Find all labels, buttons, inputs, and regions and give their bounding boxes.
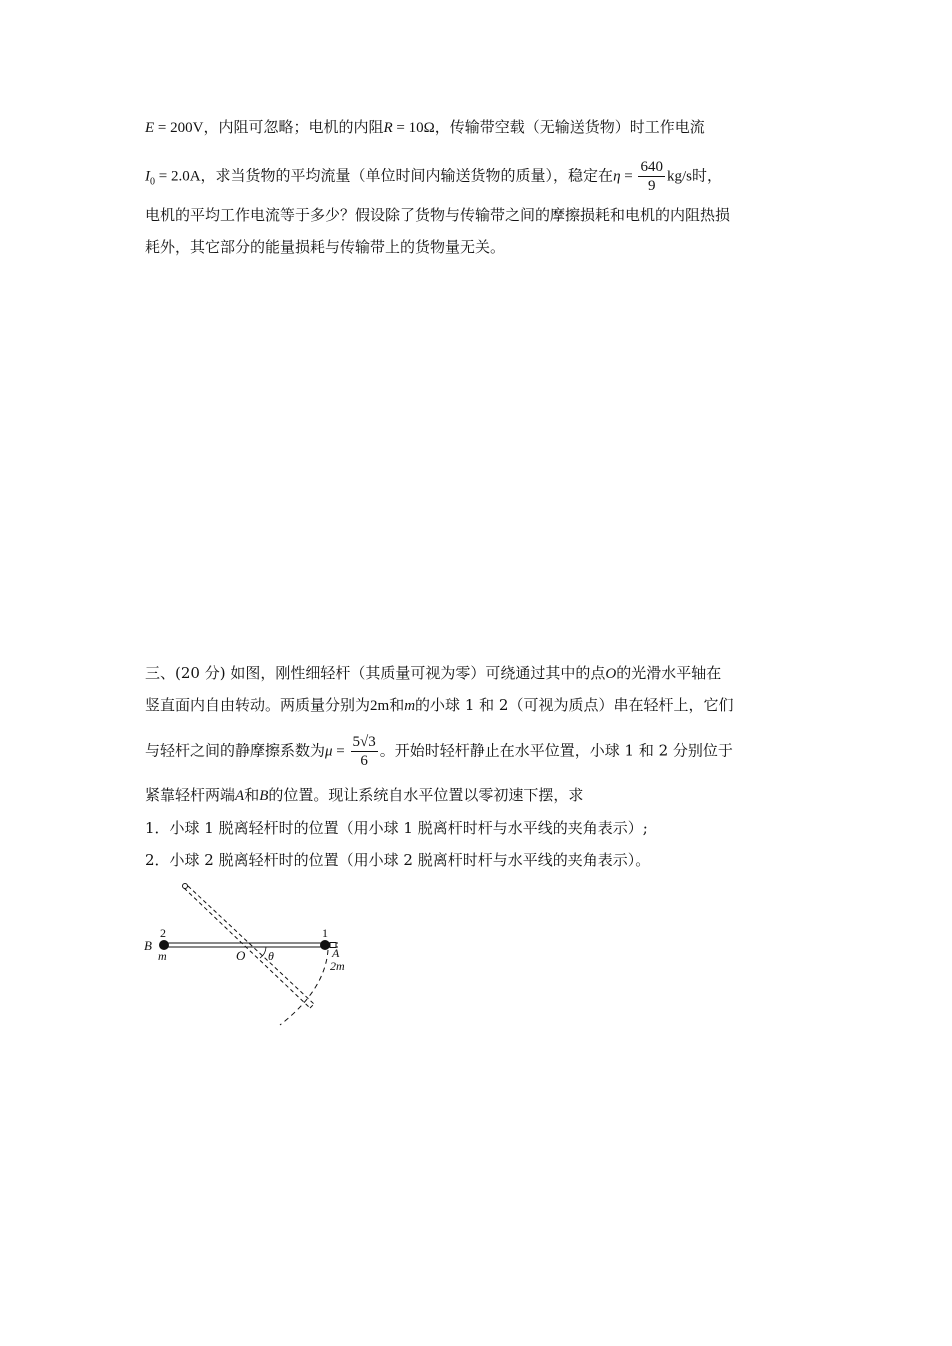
mass-2m xyxy=(370,698,389,714)
text: 竖直面内自由转动。两质量分别为 xyxy=(145,696,371,714)
problem3-line3 xyxy=(145,733,733,770)
var-R: R xyxy=(383,120,393,136)
subscript-0: 0 xyxy=(150,176,155,188)
text: 三、(20 分) 如图，刚性细轻杆（其质量可视为零）可绕通过其中的点 xyxy=(145,664,606,682)
fraction-numerator: 640 xyxy=(640,159,663,175)
ball-1 xyxy=(320,940,330,950)
unit-kgs: kg/s xyxy=(666,168,692,185)
var-I: I xyxy=(145,168,150,185)
text: 的光滑水平轴在 xyxy=(616,664,722,682)
equals: = xyxy=(332,743,349,760)
text: 和 xyxy=(389,696,405,714)
rod-pendulum-figure xyxy=(140,880,360,1030)
label-ball-1: 1 xyxy=(322,926,328,940)
text: 和 xyxy=(244,786,260,804)
fraction-denominator: 6 xyxy=(360,753,368,769)
var-A: A xyxy=(235,788,245,804)
text: 时， xyxy=(692,166,723,185)
label-A: A xyxy=(332,946,340,960)
horizontal-rod xyxy=(162,943,338,948)
text: ，求当货物的平均流量（单位时间内输送货物的质量），稳定在 xyxy=(200,166,614,185)
problem3-line4 xyxy=(145,785,583,806)
label-O: O xyxy=(236,948,246,963)
rod-end-marker xyxy=(183,884,188,889)
var-mu: μ xyxy=(325,743,333,760)
text: 的位置。现让系统自水平位置以零初速下摆，求 xyxy=(268,786,584,804)
text: 。开始时轻杆静止在水平位置，小球 1 和 2 分别位于 xyxy=(379,741,733,760)
value-R: = 10Ω xyxy=(392,120,435,136)
var-eta: η xyxy=(613,168,621,185)
problem2-line1 xyxy=(145,117,705,138)
problem3-line1 xyxy=(145,663,721,684)
problem3-line2 xyxy=(145,695,733,716)
label-B: B xyxy=(144,938,152,953)
var-O: O xyxy=(605,666,617,682)
ball-1-trajectory-arc xyxy=(280,950,328,1025)
question-2: 2．小球 2 脱离轻杆时的位置（用小球 2 脱离杆时杆与水平线的夹角表示）。 xyxy=(145,851,651,869)
label-theta: θ xyxy=(268,949,274,963)
fraction-mu xyxy=(351,733,378,770)
problem2-line4: 耗外，其它部分的能量损耗与传输带上的货物量无关。 xyxy=(145,238,506,256)
label-mass-m: m xyxy=(158,949,167,963)
var-E: E xyxy=(145,120,155,136)
angle-theta-arc xyxy=(260,947,266,958)
equals: = xyxy=(620,168,637,185)
fraction-denominator: 9 xyxy=(647,178,656,194)
text: 与轻杆之间的静摩擦系数为 xyxy=(145,741,326,760)
value-E: = 200V xyxy=(154,120,204,136)
text: ，内阻可忽略；电机的内阻 xyxy=(203,118,384,136)
text: ，传输带空载（无输送货物）时工作电流 xyxy=(434,118,705,136)
mass-2m-text: 2m xyxy=(370,698,390,714)
value-I0: = 2.0A xyxy=(155,168,201,185)
label-ball-2: 2 xyxy=(160,926,166,940)
text: 的小球 1 和 2（可视为质点）串在轻杆上，它们 xyxy=(415,696,734,714)
label-mass-2m: 2m xyxy=(330,959,345,973)
fraction-numerator: 5√3 xyxy=(352,734,376,750)
fraction-eta xyxy=(638,158,665,195)
problem2-line3: 电机的平均工作电流等于多少？假设除了货物与传输带之间的摩擦损耗和电机的内阻热损 xyxy=(145,206,731,224)
text: 紧靠轻杆两端 xyxy=(145,786,236,804)
problem2-line2 xyxy=(145,158,722,195)
mass-m: m xyxy=(404,698,416,714)
question-1: 1．小球 1 脱离轻杆时的位置（用小球 1 脱离杆时杆与水平线的夹角表示）; xyxy=(145,819,648,837)
var-B: B xyxy=(259,788,269,804)
